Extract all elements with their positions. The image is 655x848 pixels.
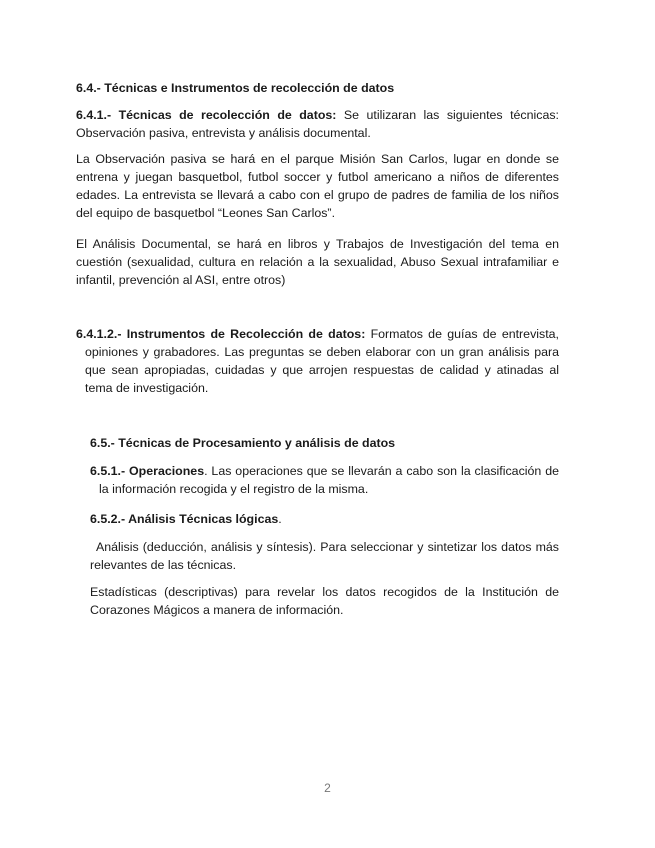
paragraph-6-4-1-2-text: Formatos de guías de entrevista, opiniones y grabadores. Las preguntas se deben elaborar con un gran análisis para que sean apropiadas, cuidadas y que arrojen respuestas de calidad y atinadas al tema de investigación. [85,327,559,395]
paragraph-analisis-tecnicas-text: Análisis (deducción, análisis y síntesis). Para seleccionar y sintetizar los datos más relevantes de las técnicas. [90,540,559,572]
paragraph-6-5-1-text: . Las operaciones que se llevarán a cabo son la clasificación de la información recogida y el registro de la misma. [99,464,559,496]
heading-6-4-text: 6.4.- Técnicas e Instrumentos de recolección de datos [76,81,395,95]
paragraph-6-4-1-2 [76,325,559,397]
paragraph-6-4-1-bold: 6.4.1.- Técnicas de recolección de datos: [76,108,337,122]
paragraph-estadisticas-text: Estadísticas (descriptivas) para revelar los datos recogidos de la Institución de Corazones Mágicos a manera de información. [90,585,559,617]
paragraph-analisis-documental-text: El Análisis Documental, se hará en libros y Trabajos de Investigación del tema en cuestión (sexualidad, cultura en relación a la sexualidad, Abuso Sexual intrafamiliar e infantil, prevención al ASI, entre otros) [76,237,559,287]
paragraph-analisis-documental [76,235,559,289]
paragraph-6-5-2-text: . [278,512,282,526]
paragraph-observacion [76,150,559,222]
page-number: 2 [324,781,331,795]
paragraph-6-5-2 [90,510,560,528]
heading-6-4 [76,79,561,97]
heading-6-5 [90,434,560,452]
paragraph-analisis-tecnicas [90,538,559,574]
paragraph-observacion-text: La Observación pasiva se hará en el parque Misión San Carlos, lugar en donde se entrena y juegan basquetbol, futbol soccer y futbol americano a niños de diferentes edades. La entrevista se llevará a cabo con el grupo de padres de familia de los niños del equipo de basquetbol “Leones San Carlos”. [76,152,559,220]
heading-6-5-text: 6.5.- Técnicas de Procesamiento y análisis de datos [90,436,396,450]
paragraph-6-4-1-2-bold: 6.4.1.2.- Instrumentos de Recolección de datos: [76,327,366,341]
paragraph-6-5-1 [90,462,559,498]
paragraph-6-4-1-text: Se utilizaran las siguientes técnicas: Observación pasiva, entrevista y análisis documental. [76,108,559,140]
paragraph-estadisticas [90,583,559,619]
paragraph-6-4-1 [76,106,559,142]
paragraph-6-5-1-bold: 6.5.1.- Operaciones [90,464,205,478]
paragraph-6-5-2-bold: 6.5.2.- Análisis Técnicas lógicas [90,512,279,526]
